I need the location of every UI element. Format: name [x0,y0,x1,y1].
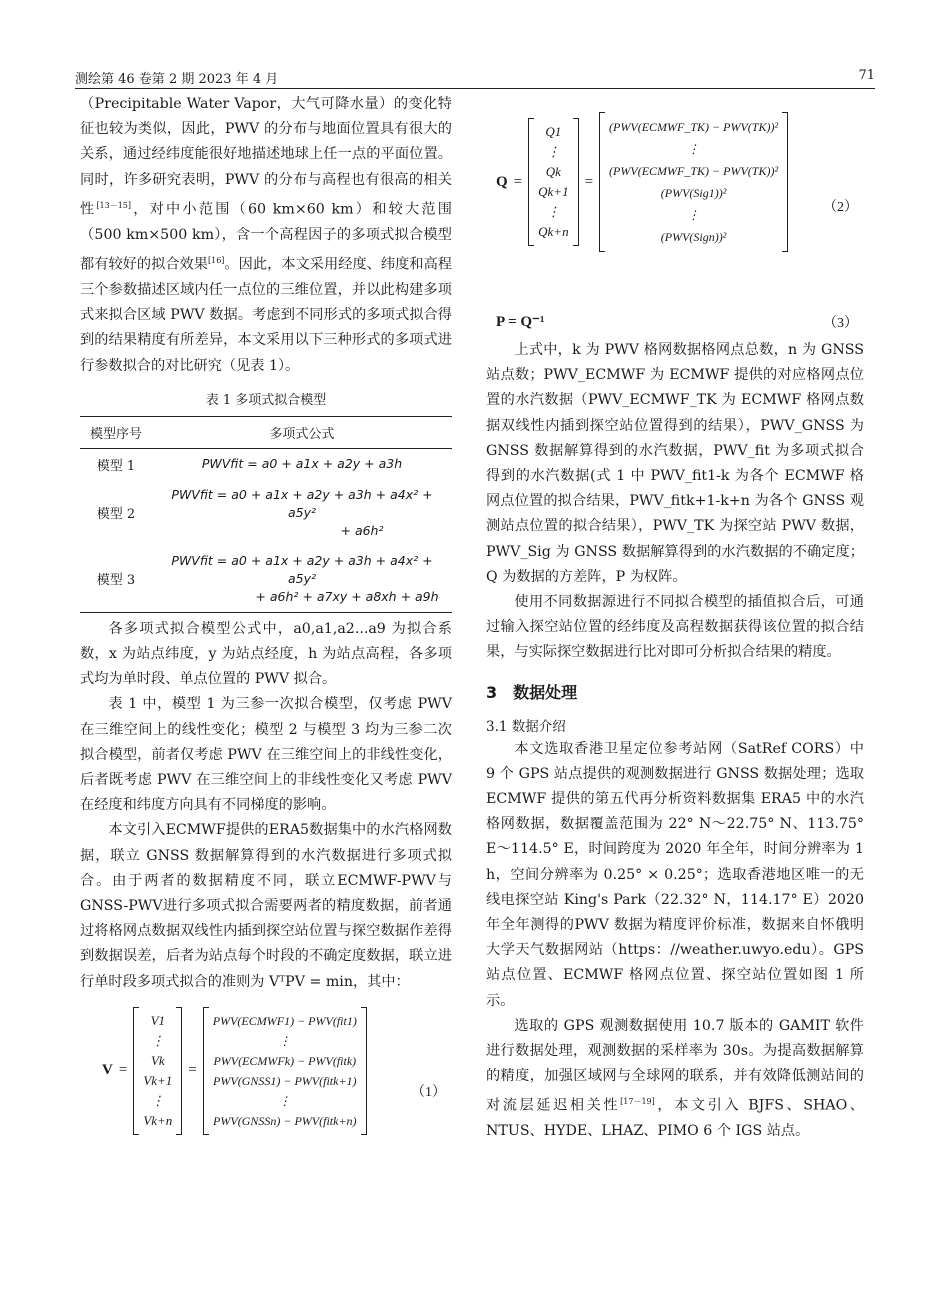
table-caption: 表 1 多项式拟合模型 [205,392,327,408]
table-header-model: 模型序号 [89,426,142,442]
vector-entry: V1 [150,1012,166,1028]
vector-entry: ⋮ [546,144,560,159]
vector-entry: PWV(GNSSn) − PWV(fitk+n) [213,1113,357,1128]
equation-2: Q = Q1 ⋮ Qk Qk+1 ⋮ Qk+n = (PWV(ECMWF_TK) − PWV(TK))² ⋮ (PWV(ECMWF_TK) − PWV(TK))² (PWV(Sig1))² ⋮ (PWV(Sign))² （2） [486,112,864,308]
vector-right [599,112,788,252]
citation[interactable]: [16] [208,255,225,265]
subsection-heading: 3.1 数据介绍 [486,718,566,735]
vector-entry: PWV(GNSS1) − PWV(fitk+1) [213,1073,357,1088]
paragraph: 上式中，k 为 PWV 格网数据格网点总数，n 为 GNSS 站点数；PWV_ECMWF 为 ECMWF 提供的对应格网点位置的水汽数据（PWV_ECMWF_TK 为 ECMWF 格网点数据双线性内插到探空站位置得到的结果），PWV_GNSS 为 GNSS 数据解算得到的水汽数据，PWV_fit 为多项式拟合得到的水汽数据(式 1 中 PWV_fit1-k 为各个 ECMWF 格网点位置的拟合结果，PWV_fitk+1-k+n 为各个 GNSS 观测站点位置的拟合结果），PWV_TK 为探空站 PWV 数据，PWV_Sig 为 GNSS 数据解算得到的水汽数据的不确定度；Q 为数据的方差阵，P 为权阵。 [486,342,864,585]
eq-symbol: Q [496,173,508,190]
paragraph: 选取的 GPS 观测数据使用 10.7 版本的 GAMIT 软件进行数据处理，观测数据的采样率为 30s。为提高数据解算的精度，加强区域网与全球网的联系，并有效降低测站间的对流层延迟相关性[17－19]，本文引入 BJFS、SHAO、NTUS、HYDE、LHAZ、PIMO 6 个 IGS 站点。 [486,1017,864,1140]
equation-1: V = V1 ⋮ Vk Vk+1 ⋮ Vk+n = PWV(ECMWF1) − PWV(fit1) ⋮ PWV(ECMWFk) − PWV(fitk) PWV(GNSS1) − PWV(fitk+1) ⋮ PWV(GNSSn) − PWV(fitk+n) （1） [80,1007,452,1177]
vector-right [203,1007,367,1135]
model-name: 模型 2 [96,507,136,523]
model-name: 模型 1 [96,458,136,474]
vector-entry: Q1 [545,124,562,139]
vector-entry: Qk+n [538,224,569,239]
vector-entry: (PWV(Sign))² [660,230,727,244]
citation[interactable]: [17－19] [620,1097,655,1107]
vector-entry: ⋮ [151,1032,165,1048]
table-row [80,448,452,480]
vector-entry: Qk [545,164,561,179]
journal-info: 测绘第 46 卷第 2 期 2023 年 4 月 [75,72,279,87]
left-column [80,92,452,1177]
vector-entry: (PWV(Sig1))² [660,186,727,200]
paragraph: 各多项式拟合模型公式中，a0,a1,a2...a9 为拟合系数，x 为站点纬度，y 为站点经度，h 为站点高程，各多项式均为单时段、单点位置的 PWV 拟合。 [80,620,452,688]
vector-entry: Vk+n [143,1112,173,1128]
table-row [80,546,452,613]
vector-entry: (PWV(ECMWF_TK) − PWV(TK))² [609,120,779,134]
eq3-formula: P = Q⁻¹ [496,314,545,330]
right-column [486,92,864,1145]
citation[interactable]: [13－15] [96,200,132,210]
model-formula: PWVfit = a0 + a1x + a2y + a3h + a4x² + a5y² + a6h² + a7xy + a8xh + a9h [171,552,439,604]
running-header [75,66,875,89]
paragraph: （Precipitable Water Vapor，大气可降水量）的变化特征也较为类似，因此，PWV 的分布与地面位置具有很大的关系，通过经纬度能很好地描述地球上任一点的平面位置。同时，许多研究表明，PWV 的分布与高程也有很高的相关性[13－15]，对中小范围（60 km×60 km）和较大范围（500 km×500 km），含一个高程因子的多项式拟合模型都有较好的拟合效果[16]。因此，本文采用经度、纬度和高程三个参数描述区域内任一点位的三维位置，并以此构建多项式来拟合区域 PWV 数据。考虑到不同形式的多项式拟合得到的结果精度有所差异，本文采用以下三种形式的多项式进行参数拟合的对比研究（见表 1）。 [80,96,452,374]
vector-entry: ⋮ [151,1092,165,1108]
eq-symbol: V [102,1062,113,1079]
model-formula: PWVfit = a0 + a1x + a2y + a3h + a4x² + a5y² + a6h² [171,486,433,538]
paragraph: 表 1 中，模型 1 为三参一次拟合模型，仅考虑 PWV 在三维空间上的线性变化；模型 2 与模型 3 均为三参二次拟合模型，前者仅考虑 PWV 在三维空间上的非线性变化，后者既考虑 PWV 在三维空间上的非线性变化又考虑 PWV 在经度和纬度方向具有不同梯度的影响。 [80,696,452,814]
equation-3 [486,308,864,338]
table-row [80,480,452,546]
section-heading: 3 数据处理 [486,682,578,702]
paragraph: 本文引入ECMWF提供的ERA5数据集中的水汽格网数据，联立 GNSS 数据解算得到的水汽数据进行多项式拟合。由于两者的数据精度不同，联立ECMWF-PWV与GNSS-PWV进行多项式拟合需要两者的精度数据，前者通过将格网点数据双线性内插到探空站位置与探空数据作差得到数据误差，后者为站点每个时段的不确定度数据，联立进行单时段多项式拟合的准则为 VᵀPV = min，其中： [80,822,452,990]
vector-entry: Vk+1 [143,1072,173,1088]
equation-number: （1） [411,1084,446,1100]
vector-entry: ⋮ [278,1093,291,1108]
paragraph: 本文选取香港卫星定位参考站网（SatRef CORS）中 9 个 GPS 站点提供的观测数据进行 GNSS 数据处理；选取 ECMWF 提供的第五代再分析资料数据集 ERA5 中的水汽格网数据，数据覆盖范围为 22° N～22.75° N、113.75° E～114.5° E，时间跨度为 2020 年全年，时间分辨率为 1 h，空间分辨率为 0.25° × 0.25°；选取香港地区唯一的无线电探空站 King's Park（22.32° N，114.17° E）2020 年全年测得的PWV 数据为精度评价标准，数据来自怀俄明大学天气数据网站（https：//weather.uwyo.edu）。GPS 站点位置、ECMWF 格网点位置、探空站位置如图 1 所示。 [486,740,864,1009]
vector-entry: ⋮ [687,208,700,222]
equation-number: （3） [823,316,858,331]
vector-entry: Qk+1 [538,184,569,199]
paragraph: 使用不同数据源进行不同拟合模型的插值拟合后，可通过输入探空站位置的经纬度及高程数据获得该位置的拟合结果，与实际探空数据进行比对即可分析拟合结果的精度。 [486,594,864,661]
vector-entry: (PWV(ECMWF_TK) − PWV(TK))² [609,164,779,178]
page-number: 71 [858,68,875,83]
vector-entry: PWV(ECMWFk) − PWV(fitk) [213,1053,357,1068]
vector-left [133,1007,182,1135]
vector-entry: ⋮ [546,204,560,219]
vector-entry: ⋮ [687,142,700,156]
vector-entry: ⋮ [278,1033,291,1048]
vector-entry: PWV(ECMWF1) − PWV(fit1) [212,1013,357,1028]
polynomial-table [80,416,452,613]
equation-number: （2） [823,200,858,215]
vector-entry: Vk [150,1052,165,1068]
model-name: 模型 3 [96,573,136,589]
model-formula: PWVfit = a0 + a1x + a2y + a3h [201,456,403,472]
vector-left [528,118,578,246]
table-header-formula: 多项式公式 [269,426,335,442]
